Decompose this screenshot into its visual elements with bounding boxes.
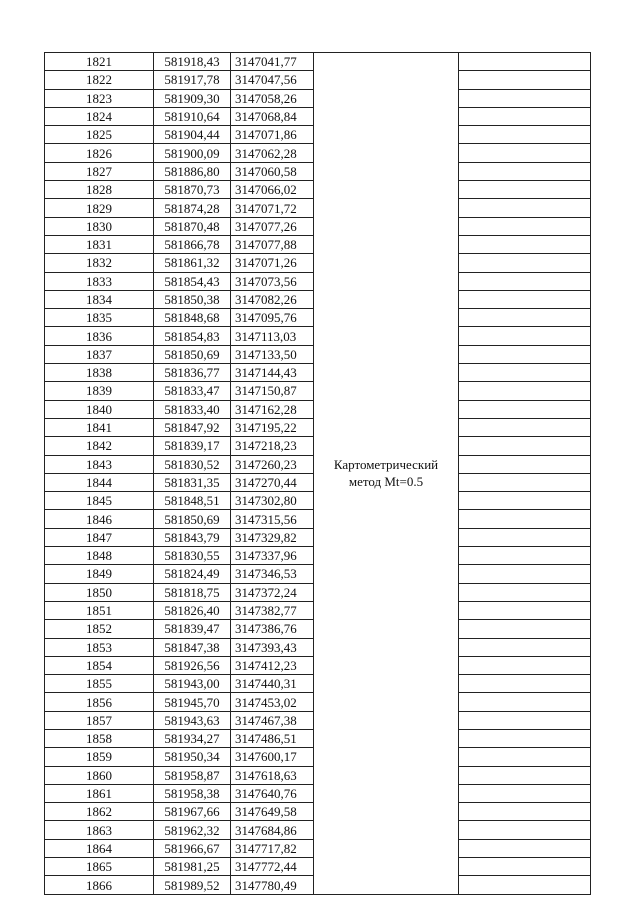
x-coordinate-cell: 581831,35 — [154, 473, 231, 491]
x-coordinate-cell: 581886,80 — [154, 162, 231, 180]
y-coordinate-cell: 3147062,28 — [231, 144, 314, 162]
y-coordinate-cell: 3147218,23 — [231, 437, 314, 455]
note-cell — [459, 748, 591, 766]
note-cell — [459, 254, 591, 272]
y-coordinate-cell: 3147393,43 — [231, 638, 314, 656]
method-cell — [314, 53, 459, 895]
note-cell — [459, 53, 591, 71]
y-coordinate-cell: 3147071,86 — [231, 126, 314, 144]
point-number-cell: 1843 — [45, 455, 154, 473]
x-coordinate-cell: 581870,73 — [154, 181, 231, 199]
y-coordinate-cell: 3147780,49 — [231, 876, 314, 894]
y-coordinate-cell: 3147071,26 — [231, 254, 314, 272]
point-number-cell: 1862 — [45, 803, 154, 821]
point-number-cell: 1857 — [45, 711, 154, 729]
note-cell — [459, 309, 591, 327]
point-number-cell: 1858 — [45, 729, 154, 747]
point-number-cell: 1861 — [45, 784, 154, 802]
y-coordinate-cell: 3147195,22 — [231, 418, 314, 436]
y-coordinate-cell: 3147717,82 — [231, 839, 314, 857]
x-coordinate-cell: 581904,44 — [154, 126, 231, 144]
note-cell — [459, 565, 591, 583]
x-coordinate-cell: 581945,70 — [154, 693, 231, 711]
note-cell — [459, 510, 591, 528]
note-cell — [459, 528, 591, 546]
note-cell — [459, 418, 591, 436]
point-number-cell: 1836 — [45, 327, 154, 345]
x-coordinate-cell: 581866,78 — [154, 235, 231, 253]
y-coordinate-cell: 3147071,72 — [231, 199, 314, 217]
point-number-cell: 1831 — [45, 235, 154, 253]
y-coordinate-cell: 3147270,44 — [231, 473, 314, 491]
table-row — [45, 53, 591, 71]
x-coordinate-cell: 581910,64 — [154, 107, 231, 125]
note-cell — [459, 858, 591, 876]
x-coordinate-cell: 581836,77 — [154, 364, 231, 382]
point-number-cell: 1838 — [45, 364, 154, 382]
method-text-line-1: Картометрический — [333, 456, 439, 472]
x-coordinate-cell: 581950,34 — [154, 748, 231, 766]
x-coordinate-cell: 581967,66 — [154, 803, 231, 821]
y-coordinate-cell: 3147337,96 — [231, 547, 314, 565]
note-cell — [459, 89, 591, 107]
x-coordinate-cell: 581900,09 — [154, 144, 231, 162]
note-cell — [459, 876, 591, 894]
note-cell — [459, 199, 591, 217]
point-number-cell: 1854 — [45, 656, 154, 674]
x-coordinate-cell: 581843,79 — [154, 528, 231, 546]
y-coordinate-cell: 3147150,87 — [231, 382, 314, 400]
y-coordinate-cell: 3147113,03 — [231, 327, 314, 345]
x-coordinate-cell: 581943,00 — [154, 675, 231, 693]
y-coordinate-cell: 3147640,76 — [231, 784, 314, 802]
point-number-cell: 1844 — [45, 473, 154, 491]
y-coordinate-cell: 3147144,43 — [231, 364, 314, 382]
note-cell — [459, 784, 591, 802]
note-cell — [459, 638, 591, 656]
point-number-cell: 1822 — [45, 71, 154, 89]
point-number-cell: 1842 — [45, 437, 154, 455]
note-cell — [459, 144, 591, 162]
x-coordinate-cell: 581861,32 — [154, 254, 231, 272]
note-cell — [459, 766, 591, 784]
y-coordinate-cell: 3147066,02 — [231, 181, 314, 199]
x-coordinate-cell: 581934,27 — [154, 729, 231, 747]
point-number-cell: 1855 — [45, 675, 154, 693]
note-cell — [459, 437, 591, 455]
x-coordinate-cell: 581958,87 — [154, 766, 231, 784]
x-coordinate-cell: 581870,48 — [154, 217, 231, 235]
note-cell — [459, 382, 591, 400]
y-coordinate-cell: 3147649,58 — [231, 803, 314, 821]
x-coordinate-cell: 581830,55 — [154, 547, 231, 565]
note-cell — [459, 620, 591, 638]
y-coordinate-cell: 3147315,56 — [231, 510, 314, 528]
note-cell — [459, 71, 591, 89]
point-number-cell: 1864 — [45, 839, 154, 857]
x-coordinate-cell: 581848,51 — [154, 492, 231, 510]
coordinates-table — [44, 52, 591, 895]
point-number-cell: 1853 — [45, 638, 154, 656]
y-coordinate-cell: 3147133,50 — [231, 345, 314, 363]
note-cell — [459, 107, 591, 125]
point-number-cell: 1852 — [45, 620, 154, 638]
x-coordinate-cell: 581989,52 — [154, 876, 231, 894]
point-number-cell: 1841 — [45, 418, 154, 436]
y-coordinate-cell: 3147058,26 — [231, 89, 314, 107]
x-coordinate-cell: 581958,38 — [154, 784, 231, 802]
point-number-cell: 1851 — [45, 601, 154, 619]
note-cell — [459, 583, 591, 601]
note-cell — [459, 162, 591, 180]
point-number-cell: 1821 — [45, 53, 154, 71]
y-coordinate-cell: 3147302,80 — [231, 492, 314, 510]
y-coordinate-cell: 3147467,38 — [231, 711, 314, 729]
point-number-cell: 1865 — [45, 858, 154, 876]
point-number-cell: 1829 — [45, 199, 154, 217]
note-cell — [459, 364, 591, 382]
y-coordinate-cell: 3147329,82 — [231, 528, 314, 546]
note-cell — [459, 455, 591, 473]
x-coordinate-cell: 581874,28 — [154, 199, 231, 217]
note-cell — [459, 345, 591, 363]
x-coordinate-cell: 581850,69 — [154, 345, 231, 363]
x-coordinate-cell: 581833,47 — [154, 382, 231, 400]
point-number-cell: 1860 — [45, 766, 154, 784]
y-coordinate-cell: 3147073,56 — [231, 272, 314, 290]
y-coordinate-cell: 3147600,17 — [231, 748, 314, 766]
point-number-cell: 1845 — [45, 492, 154, 510]
y-coordinate-cell: 3147372,24 — [231, 583, 314, 601]
note-cell — [459, 290, 591, 308]
x-coordinate-cell: 581826,40 — [154, 601, 231, 619]
x-coordinate-cell: 581926,56 — [154, 656, 231, 674]
x-coordinate-cell: 581833,40 — [154, 400, 231, 418]
y-coordinate-cell: 3147095,76 — [231, 309, 314, 327]
y-coordinate-cell: 3147440,31 — [231, 675, 314, 693]
note-cell — [459, 547, 591, 565]
note-cell — [459, 601, 591, 619]
point-number-cell: 1825 — [45, 126, 154, 144]
note-cell — [459, 327, 591, 345]
point-number-cell: 1866 — [45, 876, 154, 894]
x-coordinate-cell: 581847,38 — [154, 638, 231, 656]
x-coordinate-cell: 581850,38 — [154, 290, 231, 308]
x-coordinate-cell: 581848,68 — [154, 309, 231, 327]
point-number-cell: 1863 — [45, 821, 154, 839]
point-number-cell: 1823 — [45, 89, 154, 107]
y-coordinate-cell: 3147162,28 — [231, 400, 314, 418]
y-coordinate-cell: 3147047,56 — [231, 71, 314, 89]
note-cell — [459, 693, 591, 711]
point-number-cell: 1848 — [45, 547, 154, 565]
point-number-cell: 1850 — [45, 583, 154, 601]
x-coordinate-cell: 581962,32 — [154, 821, 231, 839]
y-coordinate-cell: 3147684,86 — [231, 821, 314, 839]
point-number-cell: 1830 — [45, 217, 154, 235]
y-coordinate-cell: 3147453,02 — [231, 693, 314, 711]
x-coordinate-cell: 581918,43 — [154, 53, 231, 71]
y-coordinate-cell: 3147486,51 — [231, 729, 314, 747]
x-coordinate-cell: 581818,75 — [154, 583, 231, 601]
y-coordinate-cell: 3147412,23 — [231, 656, 314, 674]
x-coordinate-cell: 581839,47 — [154, 620, 231, 638]
y-coordinate-cell: 3147077,88 — [231, 235, 314, 253]
point-number-cell: 1856 — [45, 693, 154, 711]
note-cell — [459, 839, 591, 857]
x-coordinate-cell: 581966,67 — [154, 839, 231, 857]
point-number-cell: 1839 — [45, 382, 154, 400]
x-coordinate-cell: 581854,43 — [154, 272, 231, 290]
note-cell — [459, 217, 591, 235]
point-number-cell: 1847 — [45, 528, 154, 546]
x-coordinate-cell: 581917,78 — [154, 71, 231, 89]
x-coordinate-cell: 581839,17 — [154, 437, 231, 455]
y-coordinate-cell: 3147618,63 — [231, 766, 314, 784]
y-coordinate-cell: 3147068,84 — [231, 107, 314, 125]
point-number-cell: 1834 — [45, 290, 154, 308]
x-coordinate-cell: 581909,30 — [154, 89, 231, 107]
y-coordinate-cell: 3147772,44 — [231, 858, 314, 876]
x-coordinate-cell: 581824,49 — [154, 565, 231, 583]
x-coordinate-cell: 581943,63 — [154, 711, 231, 729]
point-number-cell: 1833 — [45, 272, 154, 290]
x-coordinate-cell: 581830,52 — [154, 455, 231, 473]
note-cell — [459, 729, 591, 747]
y-coordinate-cell: 3147346,53 — [231, 565, 314, 583]
y-coordinate-cell: 3147060,58 — [231, 162, 314, 180]
y-coordinate-cell: 3147077,26 — [231, 217, 314, 235]
note-cell — [459, 492, 591, 510]
note-cell — [459, 675, 591, 693]
note-cell — [459, 821, 591, 839]
point-number-cell: 1840 — [45, 400, 154, 418]
note-cell — [459, 181, 591, 199]
note-cell — [459, 656, 591, 674]
y-coordinate-cell: 3147386,76 — [231, 620, 314, 638]
point-number-cell: 1832 — [45, 254, 154, 272]
note-cell — [459, 803, 591, 821]
point-number-cell: 1846 — [45, 510, 154, 528]
y-coordinate-cell: 3147382,77 — [231, 601, 314, 619]
method-text-line-2: метод Mt=0.5 — [348, 474, 424, 490]
x-coordinate-cell: 581854,83 — [154, 327, 231, 345]
note-cell — [459, 711, 591, 729]
note-cell — [459, 400, 591, 418]
note-cell — [459, 126, 591, 144]
y-coordinate-cell: 3147041,77 — [231, 53, 314, 71]
coordinates-table-body — [45, 53, 591, 895]
point-number-cell: 1849 — [45, 565, 154, 583]
y-coordinate-cell: 3147260,23 — [231, 455, 314, 473]
x-coordinate-cell: 581847,92 — [154, 418, 231, 436]
note-cell — [459, 473, 591, 491]
point-number-cell: 1824 — [45, 107, 154, 125]
point-number-cell: 1826 — [45, 144, 154, 162]
point-number-cell: 1828 — [45, 181, 154, 199]
point-number-cell: 1835 — [45, 309, 154, 327]
point-number-cell: 1859 — [45, 748, 154, 766]
point-number-cell: 1837 — [45, 345, 154, 363]
point-number-cell: 1827 — [45, 162, 154, 180]
note-cell — [459, 272, 591, 290]
x-coordinate-cell: 581850,69 — [154, 510, 231, 528]
note-cell — [459, 235, 591, 253]
y-coordinate-cell: 3147082,26 — [231, 290, 314, 308]
x-coordinate-cell: 581981,25 — [154, 858, 231, 876]
